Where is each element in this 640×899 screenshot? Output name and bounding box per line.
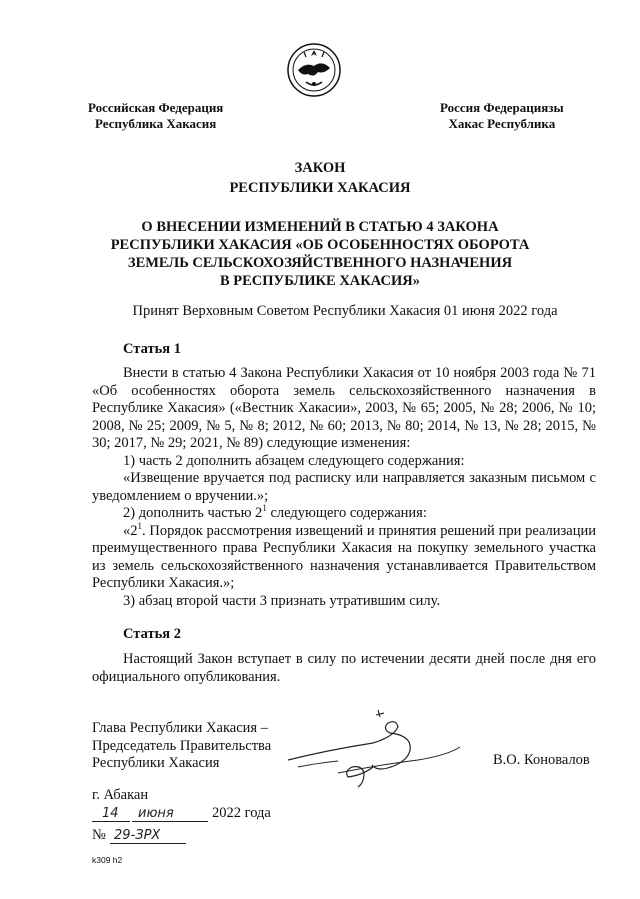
superscript: 1	[262, 503, 267, 514]
paragraph-text: «2	[123, 522, 138, 539]
article1-paragraph: Внести в статью 4 Закона Республики Хакасия от 10 ноября 2003 года № 71 «Об особенностях оборота земель сельскохозяйственного назначения в Республике Хакасия» («Вестник Хакасии», 2003, № 65; 2005, № 28; 2006, № 10; 2008, № 25; 2009, № 5, № 8; 2012, № 60; 2013, № 80; 2014, № 13, № 28; 2015, № 30; 2017, № 29; 2021, № 89) следующие изменения:	[92, 365, 596, 451]
law-subject-line3: ЗЕМЕЛЬ СЕЛЬСКОХОЗЯЙСТВЕННОГО НАЗНАЧЕНИЯ	[127, 255, 513, 271]
header-left-line2: Республика Хакасия	[95, 116, 217, 131]
date-year: 2022 года	[212, 805, 271, 821]
adoption-note: Принят Верховным Советом Республики Хакасия 01 июня 2022 года	[132, 303, 558, 319]
article2-paragraph: Настоящий Закон вступает в силу по истечении десяти дней после дня его официального опубликования.	[92, 651, 596, 685]
article1-paragraph: «Извещение вручается под расписку или направляется заказным письмом с уведомлением о вручении.»;	[92, 470, 596, 504]
article1-paragraph	[92, 505, 596, 523]
date-day: 14	[102, 806, 119, 821]
date-day-underline	[92, 821, 130, 822]
article1-paragraph: 1) часть 2 дополнить абзацем следующего содержания:	[123, 452, 465, 469]
number-underline	[110, 843, 186, 844]
header-right	[440, 100, 564, 132]
law-subject	[0, 218, 640, 290]
article2-heading: Статья 2	[123, 626, 181, 642]
republic-emblem-icon	[284, 40, 344, 100]
header-right-line2: Хакас Республика	[448, 116, 556, 131]
law-subject-line1: О ВНЕСЕНИИ ИЗМЕНЕНИЙ В СТАТЬЮ 4 ЗАКОНА	[141, 219, 499, 235]
law-title	[0, 158, 640, 198]
article1-body	[92, 365, 596, 610]
header-left	[88, 100, 223, 132]
date-month: июня	[138, 806, 174, 821]
superscript: 1	[137, 520, 142, 531]
law-title-line1: ЗАКОН	[294, 160, 346, 176]
paragraph-text: следующего содержания:	[266, 505, 427, 521]
article1-paragraph	[92, 520, 596, 593]
article2-body	[92, 651, 596, 686]
signatory-title-line2: Председатель Правительства	[92, 737, 272, 754]
handwritten-signature	[278, 705, 468, 790]
header-left-line1: Российская Федерация	[88, 100, 224, 115]
signer-name: В.О. Коновалов	[493, 752, 590, 768]
signatory-title-line1: Глава Республики Хакасия –	[92, 720, 268, 736]
signatory-title	[92, 720, 271, 773]
paragraph-text: 2) дополнить частью 2	[123, 505, 263, 521]
paragraph-text: . Порядок рассмотрения извещений и принятия решений при реализации преимущественного права Республики Хакасия на покупку земельного участка из земель сельскохозяйственного назначения устанавливается Правительством Республики Хакасия.»;	[92, 522, 596, 591]
document-code: k309 h2	[92, 855, 123, 865]
signatory-title-line3: Республики Хакасия	[92, 755, 220, 771]
header-right-line1: Россия Федерациязы	[440, 100, 564, 115]
number-prefix: №	[92, 827, 106, 843]
article1-heading: Статья 1	[123, 341, 181, 357]
law-subject-line2: РЕСПУБЛИКИ ХАКАСИЯ «ОБ ОСОБЕННОСТЯХ ОБОРОТА	[110, 237, 530, 253]
law-subject-line4: В РЕСПУБЛИКЕ ХАКАСИЯ»	[219, 273, 420, 289]
date-month-underline	[132, 821, 208, 822]
city: г. Абакан	[92, 787, 149, 803]
law-title-line2: РЕСПУБЛИКИ ХАКАСИЯ	[229, 180, 411, 196]
article1-paragraph: 3) абзац второй части 3 признать утратившим силу.	[123, 592, 441, 609]
number-value: 29-ЗРХ	[114, 828, 161, 843]
